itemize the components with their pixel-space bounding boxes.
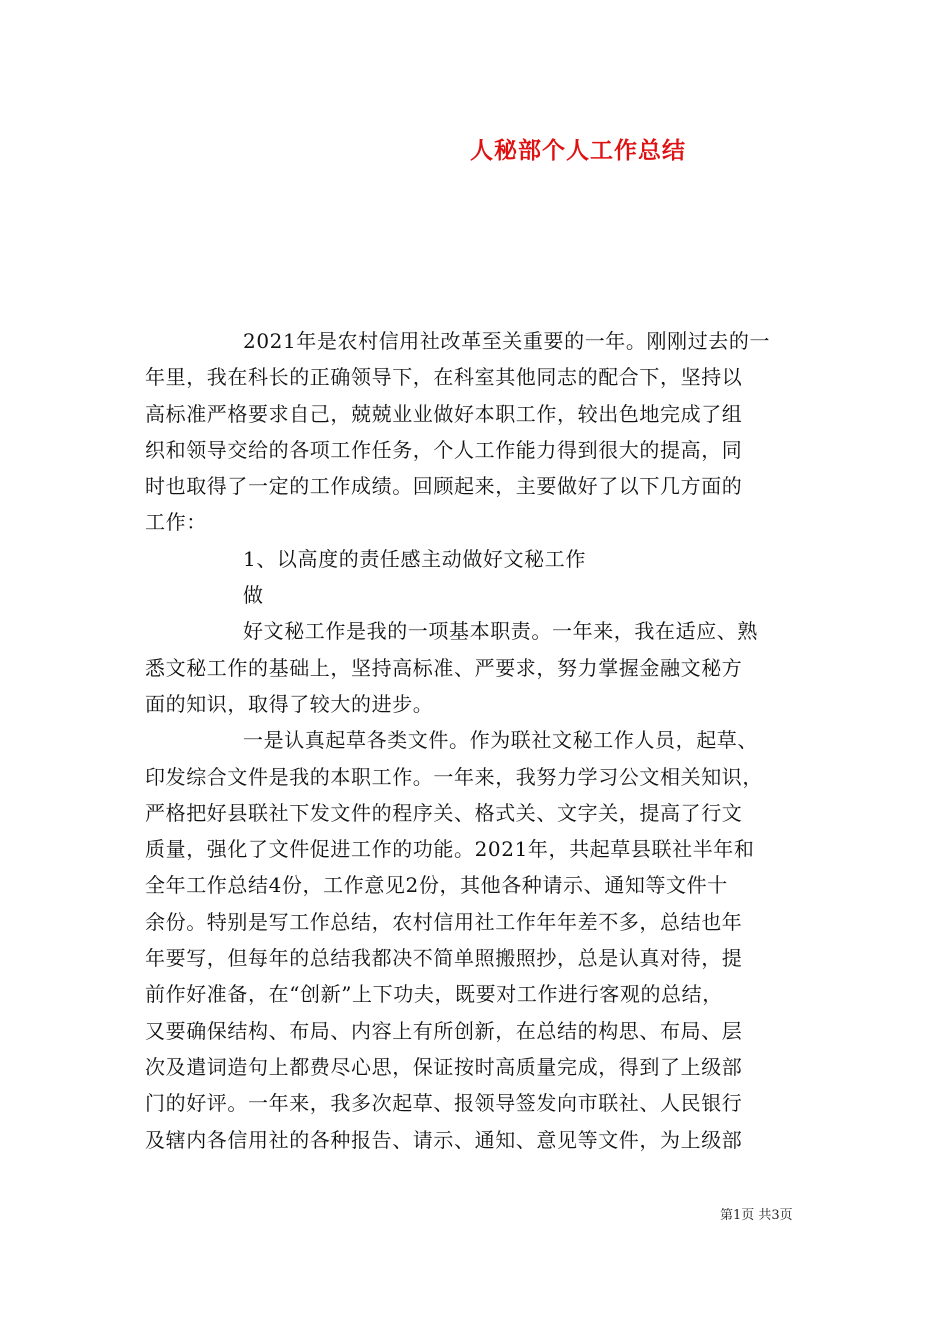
paragraph-line: 余份。特别是写工作总结，农村信用社工作年年差不多，总结也年 xyxy=(145,909,743,934)
paragraph-line: 织和领导交给的各项工作任务，个人工作能力得到很大的提高，同 xyxy=(145,437,743,462)
page-number-footer: 第1页 共3页 xyxy=(720,1208,793,1223)
paragraph-line: 2021年是农村信用社改革至关重要的一年。刚刚过去的一 xyxy=(243,329,771,353)
paragraph-line: 做 xyxy=(243,583,264,608)
paragraph-line: 又要确保结构、布局、内容上有所创新，在总结的构思、布局、层 xyxy=(145,1018,743,1043)
paragraph-line: 次及遣词造句上都费尽心思，保证按时高质量完成，得到了上级部 xyxy=(145,1054,743,1079)
paragraph-line: 年里，我在科长的正确领导下，在科室其他同志的配合下，坚持以 xyxy=(145,365,743,390)
paragraph-line: 高标准严格要求自己，兢兢业业做好本职工作，较出色地完成了组 xyxy=(145,401,743,426)
paragraph-line: 一是认真起草各类文件。作为联社文秘工作人员，起草、 xyxy=(243,728,758,753)
paragraph-line: 门的好评。一年来，我多次起草、报领导签发向市联社、人民银行 xyxy=(145,1091,743,1116)
section-heading: 1、以高度的责任感主动做好文秘工作 xyxy=(243,546,586,571)
paragraph-line: 及辖内各信用社的各种报告、请示、通知、意见等文件，为上级部 xyxy=(145,1127,743,1152)
paragraph-line: 严格把好县联社下发文件的程序关、格式关、文字关，提高了行文 xyxy=(145,800,743,825)
paragraph-line: 工作： xyxy=(145,510,207,535)
paragraph-line: 前作好准备，在“创新”上下功夫，既要对工作进行客观的总结， xyxy=(145,982,723,1007)
paragraph-line: 好文秘工作是我的一项基本职责。一年来，我在适应、熟 xyxy=(243,619,758,644)
paragraph-line: 年要写，但每年的总结我都决不简单照搬照抄，总是认真对待，提 xyxy=(145,946,743,971)
paragraph-line: 印发综合文件是我的本职工作。一年来，我努力学习公文相关知识， xyxy=(145,764,763,789)
document-title: 人秘部个人工作总结 xyxy=(470,138,686,164)
paragraph-line: 质量，强化了文件促进工作的功能。2021年，共起草县联社半年和 xyxy=(145,837,755,862)
paragraph-line: 全年工作总结4份，工作意见2份，其他各种请示、通知等文件十 xyxy=(145,873,728,898)
paragraph-line: 时也取得了一定的工作成绩。回顾起来，主要做好了以下几方面的 xyxy=(145,474,743,499)
paragraph-line: 面的知识，取得了较大的进步。 xyxy=(145,691,434,716)
paragraph-line: 悉文秘工作的基础上，坚持高标准、严要求，努力掌握金融文秘方 xyxy=(145,655,743,680)
document-body xyxy=(145,323,813,1158)
